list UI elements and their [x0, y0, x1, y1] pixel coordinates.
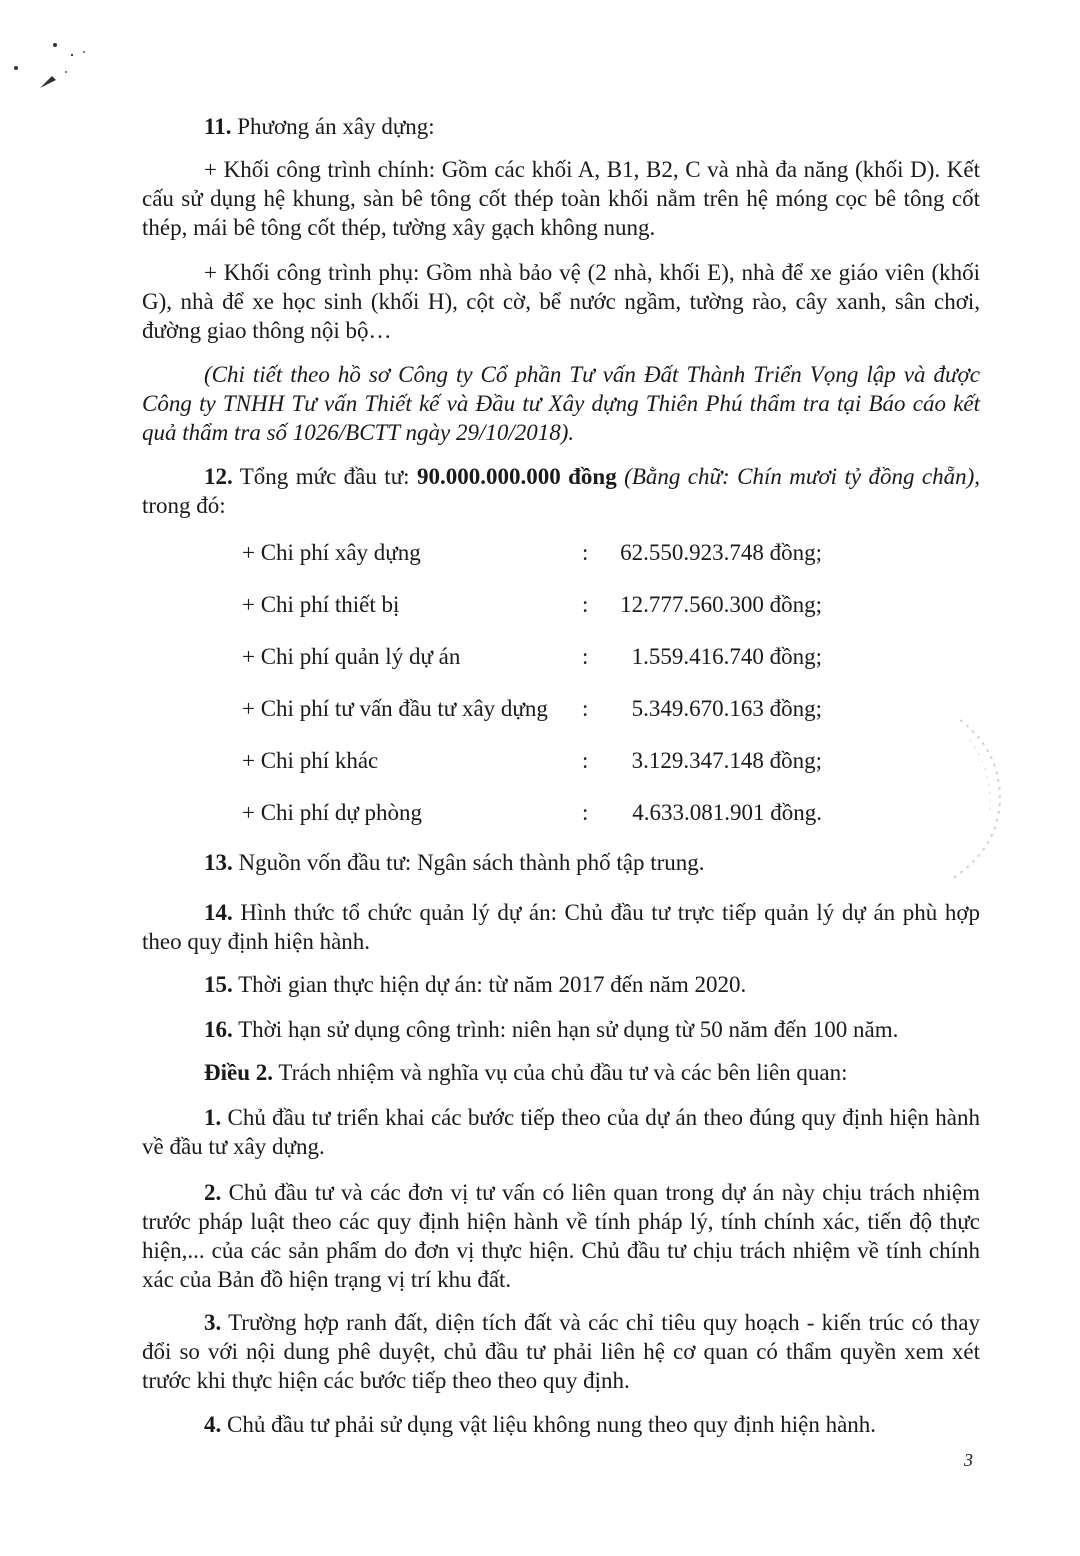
cost-amount: 4.633.081.901 đồng. [632, 800, 822, 825]
cost-label: + Chi phí quản lý dự án [242, 644, 461, 669]
cost-row [242, 746, 842, 776]
cost-colon: : [582, 800, 589, 825]
article-2-item: 2. Chủ đầu tư và các đơn vị tư vấn có liên quan trong dự án này chịu trách nhiệm trước pháp luật theo các quy định hiện hành về tính pháp lý, tính chính xác, tiến độ thực hiện,... của các sản phẩm do đơn vị thực hiện. Chủ đầu tư chịu trách nhiệm về tính chính xác của Bản đồ hiện trạng vị trí khu đất. [142, 1180, 980, 1292]
section-11-note: (Chi tiết theo hồ sơ Công ty Cổ phần Tư vấn Đất Thành Triển Vọng lập và được Công ty TNHH Tư vấn Thiết kế và Đầu tư Xây dựng Thiên Phú thẩm tra tại Báo cáo kết quả thẩm tra số 1026/BCTT ngày 29/10/2018). [142, 362, 980, 445]
article-2-heading: Điều 2. Trách nhiệm và nghĩa vụ của chủ đầu tư và các bên liên quan: [204, 1060, 848, 1085]
cost-row [242, 538, 842, 568]
cost-amount: 12.777.560.300 đồng; [620, 592, 822, 617]
cost-row [242, 798, 842, 828]
cost-colon: : [582, 592, 589, 617]
cost-label: + Chi phí thiết bị [242, 592, 400, 617]
cost-label: + Chi phí tư vấn đầu tư xây dựng [242, 696, 548, 721]
section-16: 16. Thời hạn sử dụng công trình: niên hạn sử dụng từ 50 năm đến 100 năm. [204, 1017, 899, 1042]
cost-row [242, 642, 842, 672]
section-11-aux-block: + Khối công trình phụ: Gồm nhà bảo vệ (2 nhà, khối E), nhà để xe giáo viên (khối G), nhà để xe học sinh (khối H), cột cờ, bể nước ngầm, tường rào, cây xanh, sân chơi, đường giao thông nội bộ… [142, 260, 980, 343]
cost-amount: 3.129.347.148 đồng; [631, 748, 822, 773]
cost-label: + Chi phí dự phòng [242, 800, 423, 825]
cost-amount: 62.550.923.748 đồng; [620, 540, 822, 565]
cost-colon: : [582, 540, 589, 565]
cost-row [242, 590, 842, 620]
section-11-main-block: + Khối công trình chính: Gồm các khối A, B1, B2, C và nhà đa năng (khối D). Kết cấu sử dụng hệ khung, sàn bê tông cốt thép toàn khối nằm trên hệ móng cọc bê tông cốt thép, mái bê tông cốt thép, tường xây gạch không nung. [142, 157, 980, 240]
cost-colon: : [582, 748, 589, 773]
section-14: 14. Hình thức tổ chức quản lý dự án: Chủ đầu tư trực tiếp quản lý dự án phù hợp theo quy định hiện hành. [142, 900, 980, 954]
article-2-item: 3. Trường hợp ranh đất, diện tích đất và các chỉ tiêu quy hoạch - kiến trúc có thay đổi so với nội dung phê duyệt, chủ đầu tư phải liên hệ cơ quan có thẩm quyền xem xét trước khi thực hiện các bước tiếp theo theo quy định. [142, 1310, 980, 1393]
cost-amount: 5.349.670.163 đồng; [631, 696, 822, 721]
article-2-item: 1. Chủ đầu tư triển khai các bước tiếp theo của dự án theo đúng quy định hiện hành về đầu tư xây dựng. [142, 1105, 981, 1159]
cost-row [242, 694, 842, 724]
page-number: 3 [964, 1450, 973, 1470]
section-11-title: 11. Phương án xây dựng: [204, 114, 435, 139]
article-2-item: 4. Chủ đầu tư phải sử dụng vật liệu không nung theo quy định hiện hành. [204, 1412, 877, 1437]
scan-specks [0, 0, 120, 100]
cost-colon: : [582, 644, 589, 669]
cost-amount: 1.559.416.740 đồng; [631, 644, 822, 669]
cost-label: + Chi phí xây dựng [242, 540, 421, 565]
section-15: 15. Thời gian thực hiện dự án: từ năm 2017 đến năm 2020. [204, 972, 747, 997]
faint-stamp-mark [930, 710, 1020, 890]
section-13: 13. Nguồn vốn đầu tư: Ngân sách thành phố tập trung. [204, 850, 705, 875]
cost-colon: : [582, 696, 589, 721]
cost-label: + Chi phí khác [242, 748, 379, 773]
section-12-intro: 12. Tổng mức đầu tư: 90.000.000.000 đồng (Bằng chữ: Chín mươi tỷ đồng chẵn), trong đó: [142, 464, 981, 518]
